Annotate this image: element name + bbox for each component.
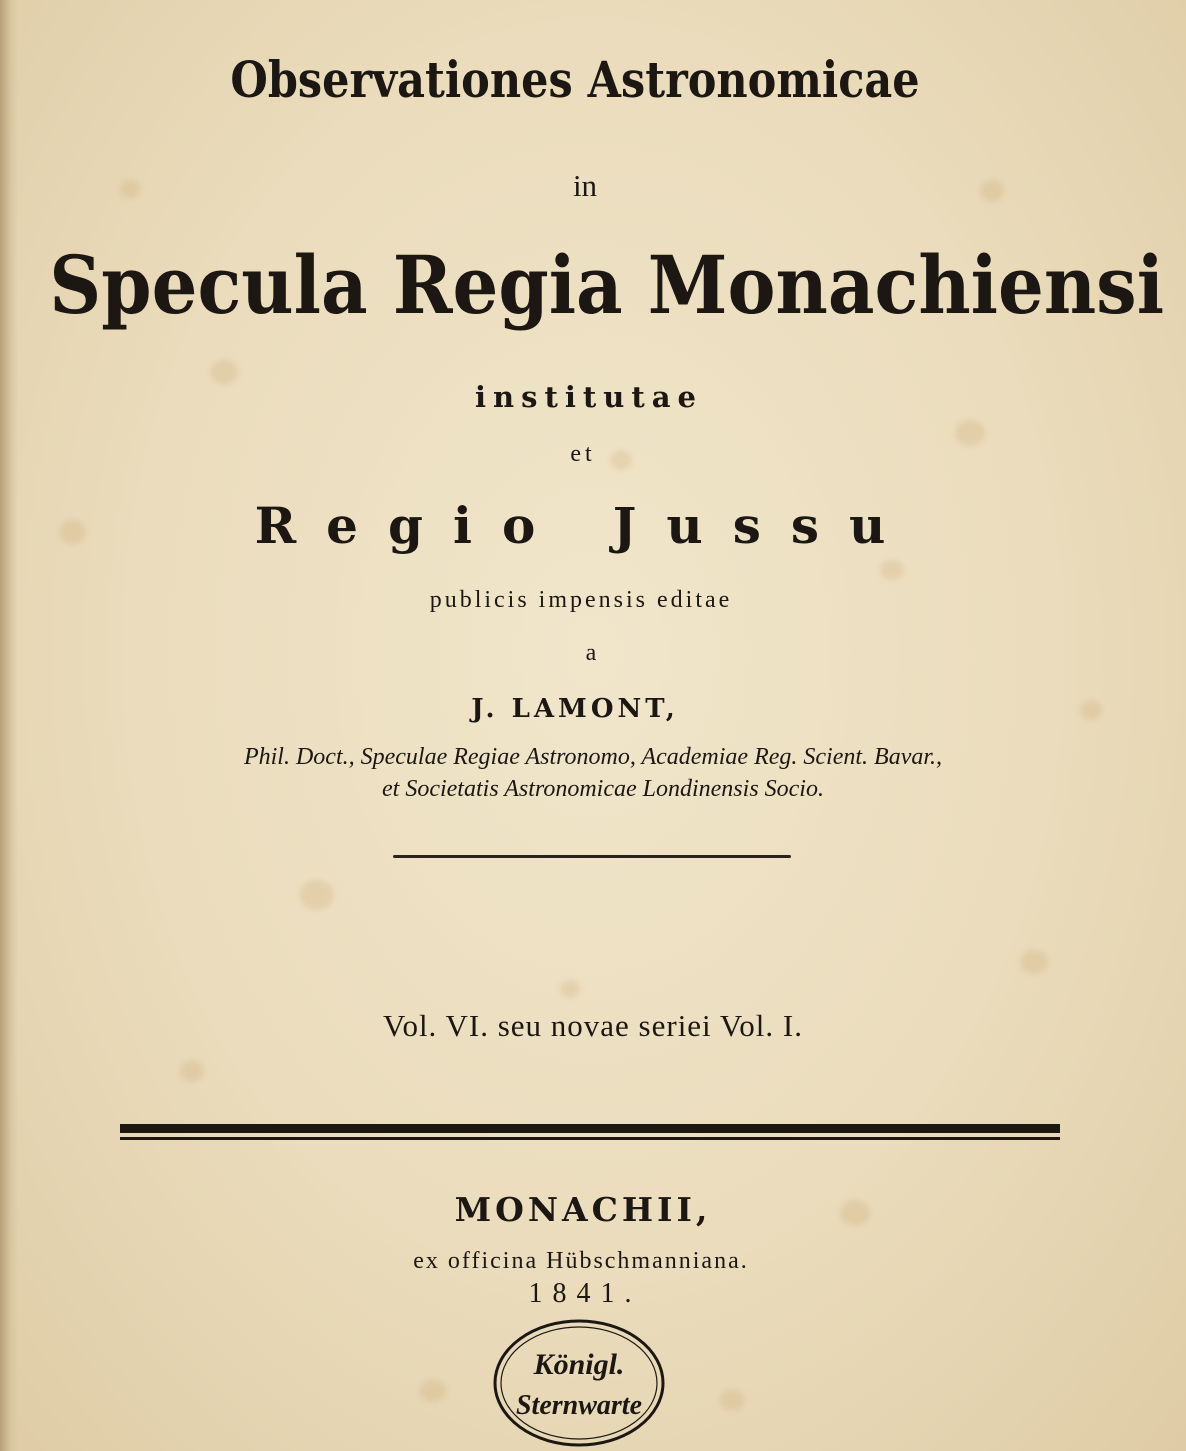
title-line-1: Observationes Astronomicae [230,50,920,109]
connector-et: et [570,441,596,467]
stamp-line-1: Königl. [533,1348,625,1381]
institutae-line: institutae [475,380,703,414]
library-stamp-icon [490,1316,668,1448]
author-credentials-line-2: et Societatis Astronomicae Londinensis Socio. [382,776,824,802]
double-rule [120,1124,1060,1142]
regio-jussu-line: Regio Jussu [254,496,916,555]
ornamental-rule [393,855,791,858]
foxing-spot [880,560,904,580]
page-gutter-edge [0,0,18,1451]
foxing-spot [560,980,580,998]
foxing-spot [180,1060,204,1082]
author-name: J. LAMONT, [471,694,679,724]
foxing-spot [1020,950,1048,974]
imprint-printer: ex officina Hübschmanniana. [413,1248,749,1274]
foxing-spot [420,1380,446,1402]
double-rule-thin [120,1137,1060,1140]
double-rule-thick [120,1124,1060,1133]
publicis-line: publicis impensis editae [429,587,733,613]
imprint-city: MONACHII, [454,1190,712,1229]
author-credentials-line-1: Phil. Doct., Speculae Regiae Astronomo, Academiae Reg. Scient. Bavar., [243,744,943,770]
foxing-spot [300,880,334,910]
imprint-year: 1841. [528,1278,642,1309]
foxing-spot [720,1390,744,1410]
connector-in: in [572,168,598,203]
title-line-2: Specula Regia Monachiensi [49,238,1165,332]
volume-line: Vol. VI. seu novae seriei Vol. I. [383,1008,803,1043]
stamp-line-2: Sternwarte [515,1390,643,1421]
connector-a: a [585,640,597,666]
